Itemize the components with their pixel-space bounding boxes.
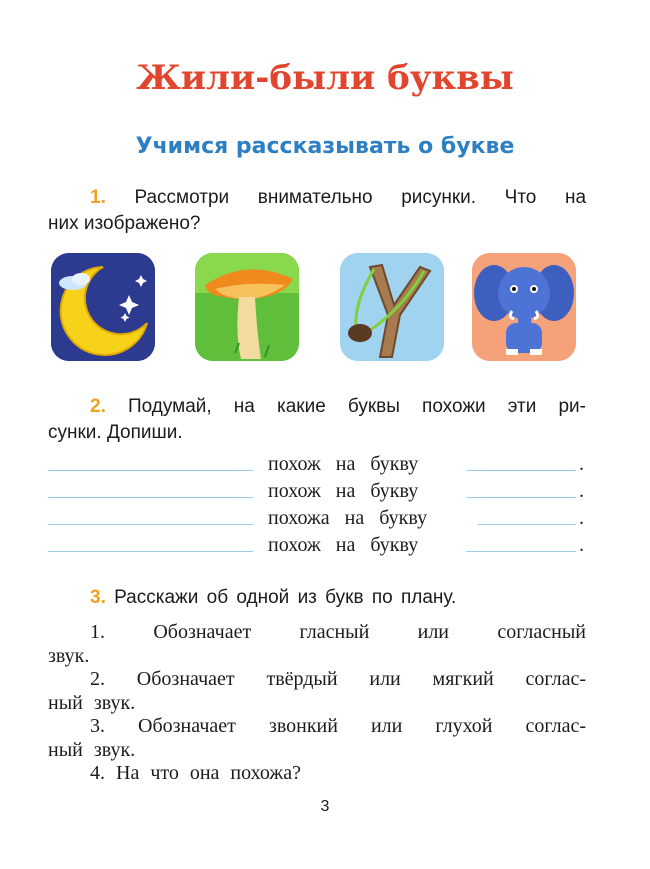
task-3-text: Расскажи об одной из букв по плану. [114,587,457,608]
task-2-line-2: сунки. Допиши. [48,422,183,443]
answer-blank-right[interactable] [466,551,576,552]
task-2-line-1 [48,396,586,422]
moon-picture [51,253,155,361]
slingshot-picture [340,253,444,361]
plan-item-3-line-1: 3. Обозначает звонкий или глухой соглас- [90,715,586,737]
fill-row-text: похожа на букву [268,507,428,529]
fill-row-end: . [579,453,584,475]
plan-item-2-line-2: ный звук. [48,691,136,714]
fill-row-end: . [579,480,584,502]
answer-blank-left[interactable] [48,470,253,471]
fill-row [48,507,586,531]
plan-item-4-line-1: 4. На что она похожа? [90,762,301,784]
mushroom-icon [195,253,299,361]
task-2 [48,396,586,448]
elephant-picture [472,253,576,361]
task-2-number: 2. [90,396,106,417]
task-3-line-1 [48,587,586,613]
task-1-number: 1. [90,187,106,208]
fill-row [48,453,586,477]
plan-item-3-line-2: ный звук. [48,738,136,761]
answer-blank-right[interactable] [466,497,576,498]
task-3-number: 3. [90,587,106,608]
task-1-text: Рассмотри внимательно рисунки. Что на [134,187,587,208]
answer-blank-left[interactable] [48,524,253,525]
answer-blank-right[interactable] [466,470,576,471]
plan-list [48,621,586,786]
fill-row-end: . [579,534,584,556]
fill-row [48,480,586,504]
plan-item-1-line-2: звук. [48,644,90,667]
fill-row [48,534,586,558]
answer-blank-right[interactable] [478,524,576,525]
task-1 [48,187,586,239]
section-subtitle: Учимся рассказывать о букве [135,134,515,159]
task-1-line-1 [48,187,586,213]
task-2-text: Подумай, на какие буквы похожи эти ри- [127,396,586,417]
task-3 [48,587,586,613]
fill-row-text: похож на букву [268,534,419,556]
plan-item-2-line-1: 2. Обозначает твёрдый или мягкий соглас- [90,668,586,690]
crescent-moon-icon [51,253,155,361]
answer-blank-left[interactable] [48,551,253,552]
page-title: Жили-были буквы [136,58,514,98]
task-1-line-2: них изображено? [48,213,201,234]
fill-row-text: похож на букву [268,453,419,475]
page-number: 3 [320,798,330,815]
answer-blank-left[interactable] [48,497,253,498]
slingshot-icon [340,253,444,361]
fill-row-text: похож на букву [268,480,419,502]
fill-row-end: . [579,507,584,529]
mushroom-picture [195,253,299,361]
elephant-icon [472,253,576,361]
plan-item-1-line-1: 1. Обозначает гласный или согласный [90,621,586,643]
